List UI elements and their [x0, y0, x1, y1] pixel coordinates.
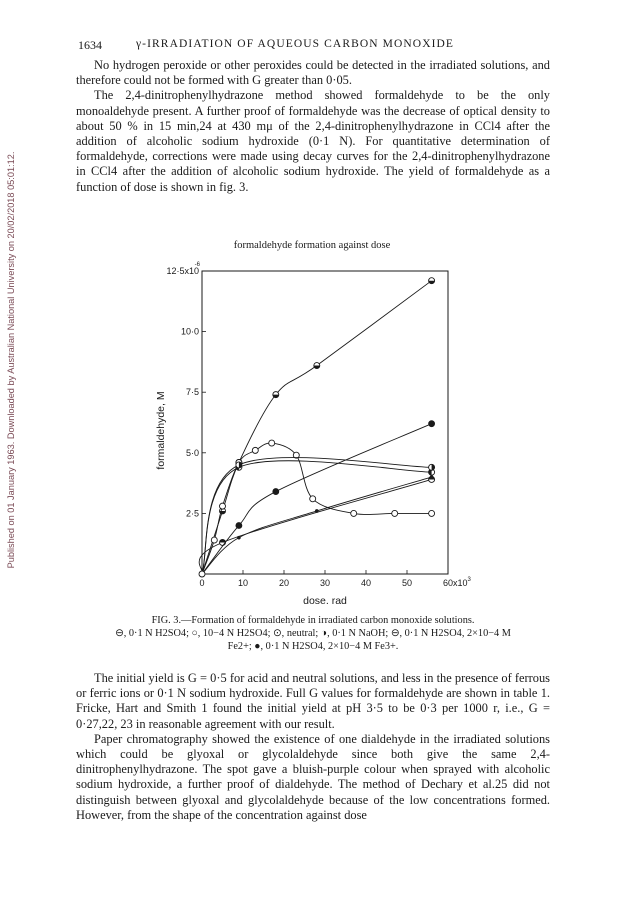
figure-3: [150, 254, 480, 609]
x-tick-label: 30: [319, 578, 331, 588]
y-tick-label: 5·0: [185, 447, 199, 458]
x-tick-label: 10: [237, 578, 249, 588]
data-point: [430, 475, 434, 479]
series: [202, 440, 435, 574]
series: [202, 461, 435, 574]
data-point: [237, 536, 241, 540]
series-line: [202, 281, 432, 574]
y-tick-label: 10·0: [180, 326, 199, 337]
origin-point: [199, 571, 205, 577]
running-title: γ-IRRADIATION OF AQUEOUS CARBON MONOXIDE: [136, 38, 455, 50]
body-text-bottom: [76, 671, 550, 823]
page-number: 1634: [78, 38, 102, 52]
series-line: [202, 424, 432, 574]
caption-line-2: ⊖, 0·1 N H2SO4; ○, 10−4 N H2SO4; ⊙, neutral; ◑, 0·1 N NaOH; ⊖, 0·1 N H2SO4, 2×10−4 M: [115, 628, 511, 639]
data-point: [220, 503, 226, 509]
running-header: [78, 38, 550, 54]
data-point: [392, 510, 398, 516]
y-multiplier-exponent: -6: [194, 262, 200, 268]
paragraph: No hydrogen peroxide or other peroxides could be detected in the irradiated solutions, and therefore could not be formed with G greater than 0·05.: [76, 58, 550, 88]
data-point: [429, 510, 435, 516]
data-point: [236, 523, 242, 529]
y-tick-label: 7·5: [185, 387, 199, 398]
x-tick-label: $60x10^3$: [443, 577, 471, 588]
data-point: [351, 510, 357, 516]
paragraph: Paper chromatography showed the existence of one dialdehyde in the irradiated solutions which could be glyoxal or glycolaldehyde since both give the same 2,4-dinitrophenylhydrazone. The spot gave a bluish-purple colour when sprayed with alcoholic sodium hydroxide, a further proof of dialdehyde. The method of Dechary et al.25 did not distinguish between glyoxal and glycolaldehyde because of the low concentrations formed. However, from the shape of the concentration against dose: [76, 731, 550, 822]
y-tick-label: 2·5: [185, 508, 199, 519]
series: [199, 476, 434, 574]
x-tick-label: 0: [199, 578, 205, 588]
data-point: [273, 489, 279, 495]
x-tick-label: 20: [278, 578, 290, 588]
series-line: [202, 461, 432, 574]
series: [202, 421, 435, 574]
data-point: [310, 496, 316, 502]
y-multiplier: 12·5x10: [166, 266, 199, 276]
figure-caption: [76, 614, 550, 653]
series-line: [199, 479, 431, 574]
data-point: [269, 440, 275, 446]
x-tick-label: 50: [401, 578, 413, 588]
x-multiplier-exponent: 3: [467, 577, 471, 583]
caption-line-1: FIG. 3.—Formation of formaldehyde in irradiated carbon monoxide solutions.: [151, 615, 475, 626]
data-point: [252, 447, 258, 453]
body-text-top: [76, 58, 550, 195]
data-point: [429, 421, 435, 427]
paragraph: The initial yield is G = 0·5 for acid and neutral solutions, and less in the presence of ferrous or ferric ions or 0·1 N sodium hydroxide. Full G values for formaldehyde are shown in table 1. Fricke, Hart and Smith 1 found the initial yield at pH 3·5 to be 0·3 per 1000 r, i.e., G = 0·27,22, 23 in reasonable agreement with our result.: [76, 671, 550, 731]
data-point: [315, 509, 319, 513]
figure-title: formaldehyde formation against dose: [233, 240, 391, 251]
formaldehyde-dose-chart: [150, 254, 480, 604]
y-axis-label: formaldehyde, M: [155, 391, 167, 470]
x-tick-label: 40: [360, 578, 372, 588]
download-note: Published on 01 January 1963. Downloaded by Australian National University on 20/02/2018 05:01:12.: [6, 151, 16, 569]
data-point: [211, 537, 217, 543]
download-watermark: [4, 120, 18, 600]
x-axis-label: dose, rad: [303, 595, 347, 604]
x-multiplier: x10: [453, 578, 468, 588]
caption-line-3: Fe2+; ●, 0·1 N H2SO4, 2×10−4 M Fe3+.: [227, 641, 399, 652]
paragraph: The 2,4-dinitrophenylhydrazone method showed formaldehyde to be the only monoaldehyde present. A further proof of formaldehyde was the decrease of optical density to about 50 % in 15 min,24 at 430 mμ of the 2,4-dinitrophenylhydrazone in CCl4 after the addition of alcoholic sodium hydroxide (0·1 N). For quantitative determination of formaldehyde, corrections were made using decay curves for the 2,4-dinitrophenylhydrazone in CCl4 after the addition of alcoholic sodium hydroxide. The yield of formaldehyde as a function of dose is shown in fig. 3.: [76, 88, 550, 194]
series: [202, 278, 435, 574]
series: [202, 458, 435, 574]
